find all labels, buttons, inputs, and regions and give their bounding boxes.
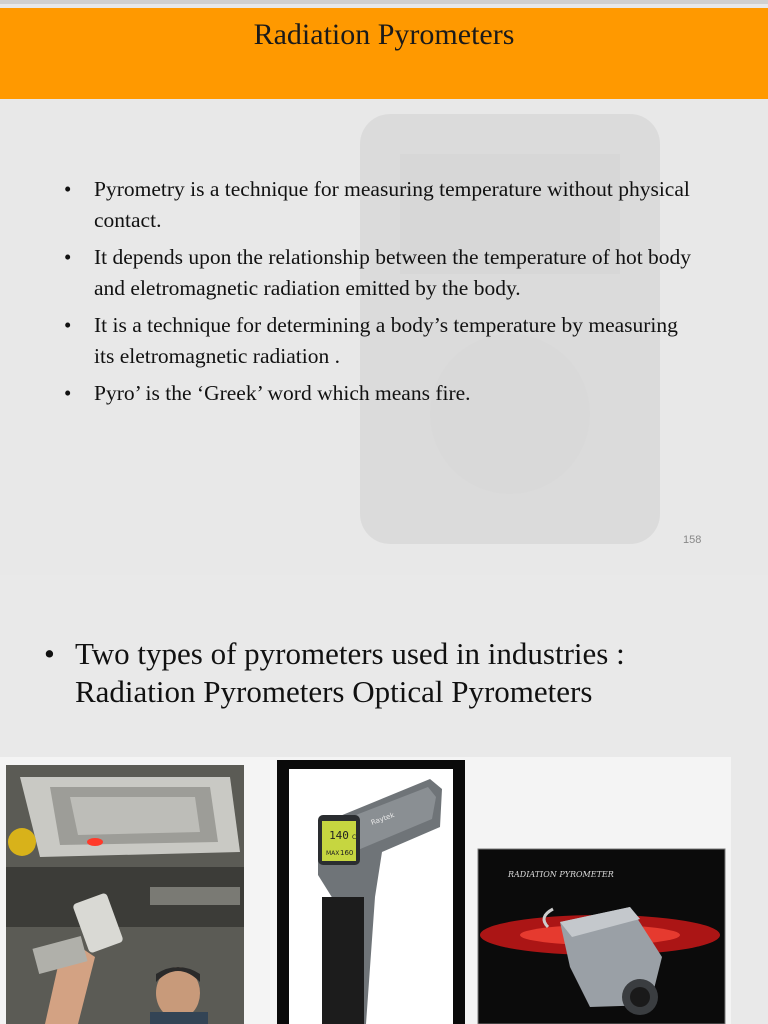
bullet-dot: • [64, 245, 72, 269]
slide-title: Radiation Pyrometers [253, 18, 515, 51]
bullet-text: It depends upon the relationship between the temperature of hot body and eletromagnetic radiation emitted by the body. [94, 245, 692, 300]
bullet-list [60, 174, 700, 415]
display-max-value: 160 [340, 849, 354, 857]
display-max-label: MAX [326, 850, 340, 857]
types-text: Two types of pyrometers used in industries : Radiation Pyrometers Optical Pyrometers [75, 636, 625, 709]
bullet-item [60, 310, 700, 372]
bullet-dot: • [64, 313, 72, 337]
bullet-dot: • [64, 177, 72, 201]
display-unit: C [352, 834, 357, 841]
title-bar [0, 8, 768, 99]
bullet-text: Pyrometry is a technique for measuring temperature without physical contact. [94, 177, 690, 232]
bullet-item [60, 378, 700, 409]
bullet-dot: • [44, 636, 55, 671]
photo-worker-measuring-vent [6, 765, 244, 1024]
bullet-text: Pyro’ is the ‘Greek’ word which means fire. [94, 381, 471, 405]
photo-handheld-ir-thermometer [277, 760, 465, 1024]
bullet-dot: • [64, 381, 72, 405]
page-number: 158 [683, 534, 702, 546]
slide-pyrometer-types [0, 575, 768, 1024]
bullet-item [60, 174, 700, 236]
thermometer-brand: Raytek [369, 811, 396, 827]
bullet-text: It is a technique for determining a body’s temperature by measuring its eletromagnetic radiation . [94, 313, 678, 368]
bullet-item [60, 242, 700, 304]
pyrometer-photo-strip [0, 757, 731, 1024]
photo-stationary-radiation-pyrometer [478, 849, 725, 1024]
panel-label: RADIATION PYROMETER [508, 870, 614, 879]
display-reading: 140 [329, 829, 349, 842]
